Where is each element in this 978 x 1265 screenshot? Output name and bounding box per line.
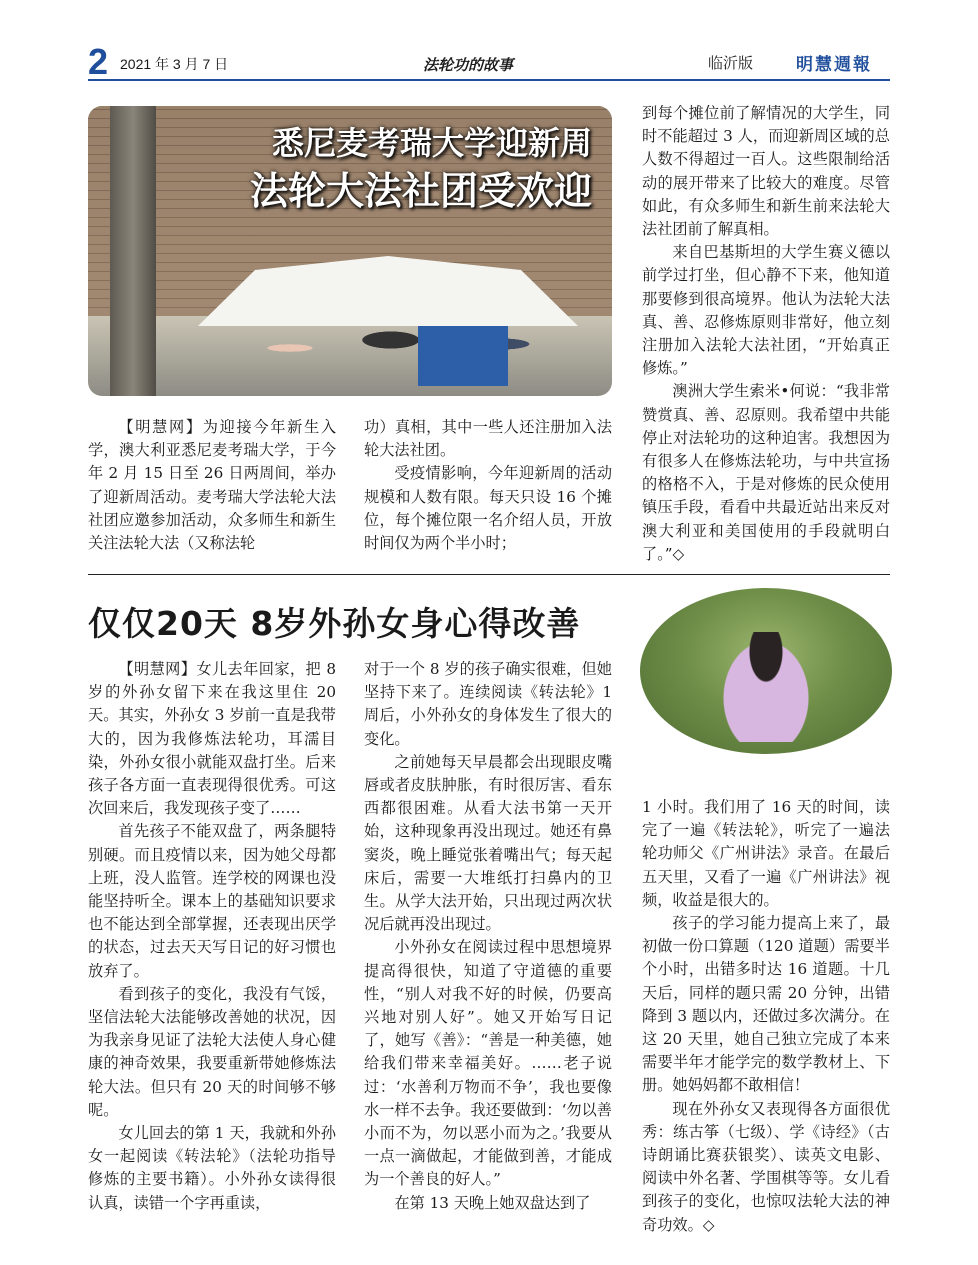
article1-column-2 <box>364 416 612 555</box>
photo-students <box>218 316 578 396</box>
issue-date: 2021 年 3 月 7 日 <box>120 56 229 72</box>
article2-column-1 <box>88 658 336 1215</box>
article1-photo <box>88 106 612 396</box>
paper-name: 明慧週報 <box>796 55 872 75</box>
article2-photo-meditating-girl <box>640 588 892 754</box>
paragraph: 来自巴基斯坦的大学生赛义德以前学过打坐，但心静不下来，他知道那要修到很高境界。他认为法轮大法真、善、忍修炼原则非常好，他立刻注册加入法轮大法社团，“开始真正修炼。” <box>642 243 890 378</box>
paragraph: 之前她每天早晨都会出现眼皮嘴唇或者皮肤肿胀，有时很厉害、看东西都很困难。从看大法书第一天开始，这种现象再没出现过。她还有鼻窦炎，晚上睡觉张着嘴出气；每天起床后，需要一大堆纸打扫鼻内的卫生。从学大法开始，只出现过两次状况后就再没出现过。 <box>364 752 612 934</box>
paragraph: 现在外孙女又表现得各方面很优秀：练古筝（七级）、学《诗经》（古诗朗诵比赛获银奖）、读英文电影、阅读中外名著、学围棋等等。女儿看到孩子的变化，也惊叹法轮大法的神奇功效。◇ <box>642 1099 890 1234</box>
article1-column-1 <box>88 416 336 555</box>
photo-tree-trunk <box>110 106 156 396</box>
paragraph: 对于一个 8 岁的孩子确实很难，但她坚持下来了。连续阅读《转法轮》1 周后，小外孙女的身体发生了很大的变化。 <box>364 660 612 748</box>
paragraph: 【明慧网】女儿去年回家，把 8 岁的外孙女留下来在我这里住 20 天。其实，外孙女 3 岁前一直是我带大的，因为我修炼法轮功，耳濡目染，外孙女很小就能双盘打坐。后来孩子各方面一直表现得很优秀。可这次回来后，我发现孩子变了…… <box>88 660 336 818</box>
paragraph: 小外孙女在阅读过程中思想境界提高得很快，知道了守道德的重要性，“别人对我不好的时候，仍要高兴地对别人好”。她又开始写日记了，她写《善》：“善是一种美德，她给我们带来幸福美好。……老子说过：‘水善利万物而不争’，我也要像水一样不去争。我还要做到：‘勿以善小而不为，勿以恶小而为之。’我要从一点一滴做起，才能做到善，才能成为一个善良的好人。” <box>364 938 612 1189</box>
paragraph: 在第 13 天晚上她双盘达到了 <box>394 1193 591 1212</box>
paragraph: 1 小时。我们用了 16 天的时间，读完了一遍《转法轮》，听完了一遍法轮功师父《广州讲法》录音。在最后五天里，又看了一遍《广州讲法》视频，收益是很大的。 <box>642 798 890 909</box>
paragraph: 孩子的学习能力提高上来了，最初做一份口算题（120 道题）需要半个小时，出错多时达 16 道题。十几天后，同样的题只需 20 分钟，出错降到 3 题以内，还做过多次满分。在这 20 天里，她自己独立完成了本来需要半年才能学完的数学教材上、下册。她妈妈都不敢相信！ <box>642 914 890 1095</box>
paragraph: 到每个摊位前了解情况的大学生，同时不能超过 3 人，而迎新周区域的总人数不得超过一百人。这些限制给活动的展开带来了比较大的难度。尽管如此，有众多师生和新生前来法轮大法社团前了解真相。 <box>642 104 890 239</box>
paragraph: 看到孩子的变化，我没有气馁，坚信法轮大法能够改善她的状况，因为我亲身见证了法轮大法使人身心健康的神奇效果，我要重新带她修炼法轮大法。但只有 20 天的时间够不够呢。 <box>88 984 336 1119</box>
paragraph: 首先孩子不能双盘了，两条腿特别硬。而且疫情以来，因为她父母都上班，没人监管。连学校的网课也没能坚持听全。课本上的基础知识要求也不能达到全部掌握，还表现出厌学的状态，过去天天写日记的好习惯也放弃了。 <box>88 822 336 980</box>
paragraph: 功）真相，其中一些人还注册加入法轮大法社团。 <box>364 418 612 460</box>
section-title: 法轮功的故事 <box>423 56 514 74</box>
page-number: 2 <box>88 41 109 82</box>
article2-column-2 <box>364 658 612 1215</box>
photo-girl-figure <box>716 632 816 742</box>
paragraph: 女儿回去的第 1 天，我就和外孙女一起阅读《转法轮》（法轮功指导修炼的主要书籍）。小外孙女读得很认真，读错一个字再重读， <box>88 1124 336 1212</box>
article1-column-3 <box>642 102 890 566</box>
header-rule <box>88 79 890 81</box>
paragraph: 【明慧网】为迎接今年新生入学，澳大利亚悉尼麦考瑞大学，于今年 2 月 15 日至 26 日两周间，举办了迎新周活动。麦考瑞大学法轮大法社团应邀参加活动，众多师生和新生关注法轮大法（又称法轮 <box>88 418 336 553</box>
paragraph: 受疫情影响，今年迎新周的活动规模和人数有限。每天只设 16 个摊位，每个摊位限一名介绍人员，开放时间仅为两个半小时； <box>364 464 612 553</box>
paragraph: 澳洲大学生索米•何说：“我非常赞赏真、善、忍原则。我希望中共能停止对法轮功的这种迫害。我想因为有很多人在修炼法轮功，与中共宣扬的格格不入，于是对修炼的民众使用镇压手段，看看中共最近站出来反对澳大利亚和美国使用的手段就明白了。”◇ <box>642 382 890 563</box>
article1-title-line1: 悉尼麦考瑞大学迎新周 <box>271 124 592 162</box>
article1-title-line2: 法轮大法社团受欢迎 <box>249 169 592 213</box>
edition-label: 临沂版 <box>708 55 754 72</box>
article2-title: 仅仅20天 8岁外孙女身心得改善 <box>88 604 581 643</box>
photo-banner <box>418 326 508 386</box>
article-divider <box>88 574 890 575</box>
page-header <box>88 41 890 82</box>
article2-column-3 <box>642 796 890 1237</box>
